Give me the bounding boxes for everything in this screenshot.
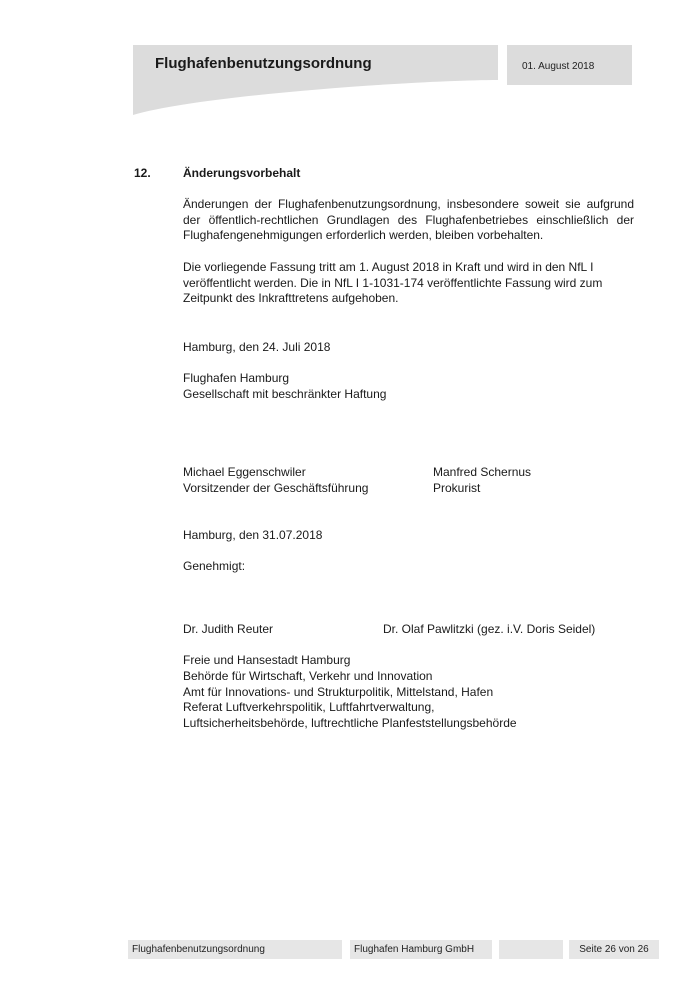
place-date-1: Hamburg, den 24. Juli 2018 — [183, 340, 331, 354]
footer-page-number: Seite 26 von 26 — [569, 940, 659, 959]
authority-line: Freie und Hansestadt Hamburg — [183, 653, 351, 667]
header-title: Flughafenbenutzungsordnung — [155, 55, 372, 72]
footer-blank — [499, 940, 563, 959]
org-line-2: Gesellschaft mit beschränkter Haftung — [183, 387, 387, 401]
authority-line: Luftsicherheitsbehörde, luftrechtliche Planfeststellungsbehörde — [183, 716, 517, 730]
footer-company: Flughafen Hamburg GmbH — [350, 940, 492, 959]
paragraph-2 — [183, 260, 634, 307]
place-date-2: Hamburg, den 31.07.2018 — [183, 528, 323, 542]
section-number: 12. — [134, 166, 151, 180]
authority-line: Behörde für Wirtschaft, Verkehr und Innovation — [183, 669, 433, 683]
signer-2-name: Manfred Schernus — [433, 465, 532, 479]
header-date: 01. August 2018 — [522, 61, 595, 72]
approver-1-name: Dr. Judith Reuter — [183, 622, 274, 636]
paragraph-2-line: veröffentlicht werden. Die in NfL I 1-1031-174 veröffentlichte Fassung wird zum — [183, 275, 603, 290]
paragraph-2-line: Zeitpunkt des Inkrafttretens aufgehoben. — [183, 291, 399, 306]
signer-1-name: Michael Eggenschwiler — [183, 465, 306, 479]
paragraph-2-line: Die vorliegende Fassung tritt am 1. August 2018 in Kraft und wird in den NfL I — [183, 260, 594, 274]
signer-2-role: Prokurist — [433, 481, 481, 495]
paragraph-1: Änderungen der Flughafenbenutzungsordnung, insbesondere soweit sie aufgrund der öffentlich-rechtlichen Grundlagen des Flughafenbetriebes einschließlich der Flughafengenehmigungen erforderlich werden, bleiben vorbehalten. — [183, 197, 634, 243]
authority-line: Amt für Innovations- und Strukturpolitik, Mittelstand, Hafen — [183, 685, 494, 699]
approved-label: Genehmigt: — [183, 559, 246, 573]
section-title: Änderungsvorbehalt — [183, 166, 301, 180]
approver-2-name: Dr. Olaf Pawlitzki (gez. i.V. Doris Seidel) — [383, 622, 596, 636]
org-line-1: Flughafen Hamburg — [183, 371, 290, 385]
authority-line: Referat Luftverkehrspolitik, Luftfahrtverwaltung, — [183, 700, 435, 714]
signer-1-role: Vorsitzender der Geschäftsführung — [183, 481, 369, 495]
footer-doc-name: Flughafenbenutzungsordnung — [128, 940, 342, 959]
